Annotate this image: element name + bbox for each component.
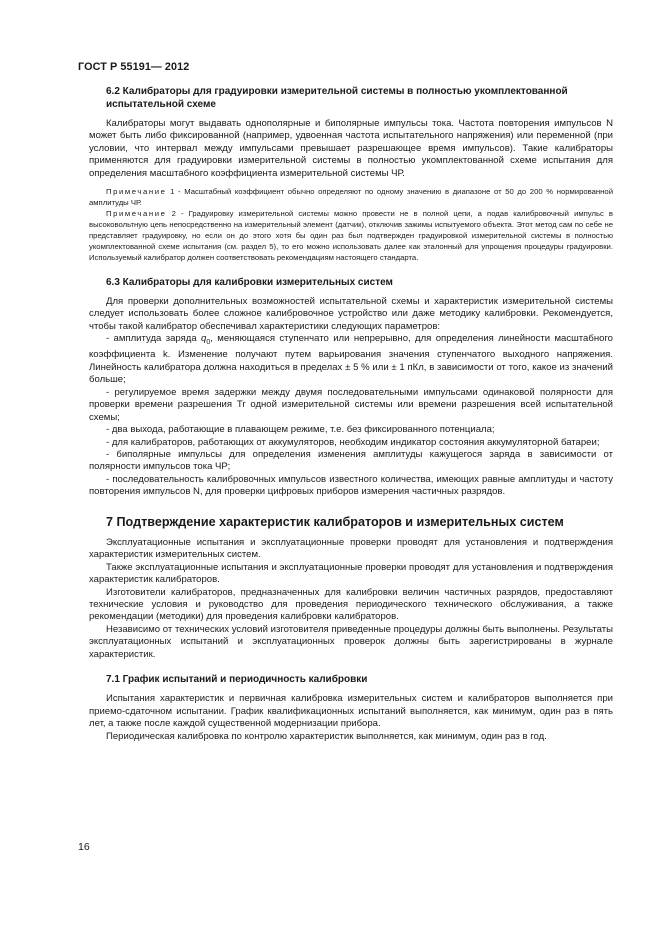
section-7-1-heading: 7.1 График испытаний и периодичность калибровки (106, 674, 368, 686)
section-7-1-paragraph: Испытания характеристик и первичная калибровка измерительных систем и калибраторов выполняется при приемо-сдаточном испытании. График квалификационных испытаний выполняется, как минимум, один раз в пять лет, а также после каждой существенной модернизации прибора. (89, 693, 613, 730)
note-1 (89, 187, 613, 209)
section-6-3-paragraph: Для проверки дополнительных возможностей испытательной схемы и характеристик измерительной системы следует использовать более сложное калибровочное устройство или даже методику калибровки. Рекомендуется, чтобы такой калибратор обеспечивал характеристики следующих параметров: (89, 295, 613, 332)
note-2-text: 2 - Градуировку измерительной системы можно провести не в полной цепи, а подав калибровочный импульс в высоковольтную цепь непосредственно на измерительный элемент (датчик), отключив зажимы испытуемого объекта. Этот метод сам по себе не представляет градуировку, но если он до этого хотя бы один раз был подтвержден градуировкой измерительной системы в полностью укомплектованной схеме испытания (см. раздел 5), то его можно использовать далее как эталонный для упрощения процедуры градуировки. Используемый калибратор должен соответствовать рекомендациям настоящего стандарта. (89, 209, 613, 262)
list-item-text: - амплитуда заряда (106, 332, 202, 344)
section-7-1-paragraph: Периодическая калибровка по контролю характеристик выполняется, как минимум, один раз в год. (106, 730, 547, 742)
note-2 (89, 209, 613, 264)
list-item: - два выхода, работающие в плавающем режиме, т.е. без фиксированного потенциала; (106, 424, 495, 436)
list-item: - регулируемое время задержки между двумя последовательными импульсами одинаковой полярности для проверки времени разрешения Tr одной измерительной системы или времени разрешения всей испытательной схемы; (89, 386, 613, 423)
section-6-3-heading: 6.3 Калибраторы для калибровки измерительных систем (106, 276, 393, 288)
section-7-paragraph: Изготовители калибраторов, предназначенных для калибровки величин частичных разрядов, предоставляют технические условия и руководство для проведения периодического технического обслуживания, а также рекомендации (методики) для проведения калибровки калибраторов. (89, 586, 613, 623)
section-7-paragraph: Также эксплуатационные испытания и эксплуатационные проверки проводят для установления и подтверждения характеристик калибраторов. (89, 561, 613, 586)
document-header: ГОСТ Р 55191— 2012 (78, 61, 190, 73)
list-item-text: , меняющаяся ступенчато или непрерывно, для определения линейности масштабного коэффициента k. Изменение получают путем варьирования значения ступенчатого выходного напряжения. Линейность калибратора должна находиться в пределах ± 5 % или ± 1 пКл, в зависимости от того, какое из значений больше; (89, 332, 613, 386)
section-6-2-heading: 6.2 Калибраторы для градуировки измерительной системы в полностью укомплектованной испытательной схеме (106, 86, 568, 110)
section-7-paragraph: Независимо от технических условий изготовителя приведенные процедуры должны быть выполнены. Результаты эксплуатационных испытаний и эксплуатационных проверок должны быть зарегистрированы в журнале характеристик. (89, 623, 613, 660)
list-item: - для калибраторов, работающих от аккумуляторов, необходим индикатор состояния аккумуляторной батареи; (106, 436, 600, 448)
note-2-label: Примечание (106, 209, 167, 219)
list-item (89, 333, 613, 387)
section-7-heading: 7 Подтверждение характеристик калибраторов и измерительных систем (106, 514, 564, 529)
section-7-paragraph: Эксплуатационные испытания и эксплуатационные проверки проводят для установления и подтверждения характеристик измерительных систем. (89, 536, 613, 561)
page-content (89, 85, 613, 743)
page-number: 16 (78, 841, 90, 853)
charge-subscript: 0 (206, 338, 211, 346)
section-6-2-paragraph: Калибраторы могут выдавать однополярные и биполярные импульсы тока. Частота повторения импульсов N может быть либо фиксированной (например, удвоенная частота испытательного напряжения) или переменной (при условии, что интервал между импульсами превышает разрешающее время импульсов). Такие калибраторы применяются для градуировки измерительной системы в полностью укомплектованной схеме испытания для определения масштабного коэффициента измерительной системы ЧР. (89, 118, 613, 179)
note-1-text: 1 - Масштабный коэффициент обычно определяют по одному значению в диапазоне от 50 до 200 % нормированной амплитуды ЧР. (89, 187, 613, 208)
list-item: - биполярные импульсы для определения изменения амплитуды кажущегося заряда в зависимости от полярности импульсов тока ЧР; (89, 448, 613, 473)
note-1-label: Примечание (106, 187, 167, 197)
charge-symbol: q (201, 332, 207, 344)
list-item: - последовательность калибровочных импульсов известного количества, имеющих равные амплитуды и частоту повторения импульсов N, для проверки цифровых приборов измерения частичных разрядов. (89, 473, 613, 498)
